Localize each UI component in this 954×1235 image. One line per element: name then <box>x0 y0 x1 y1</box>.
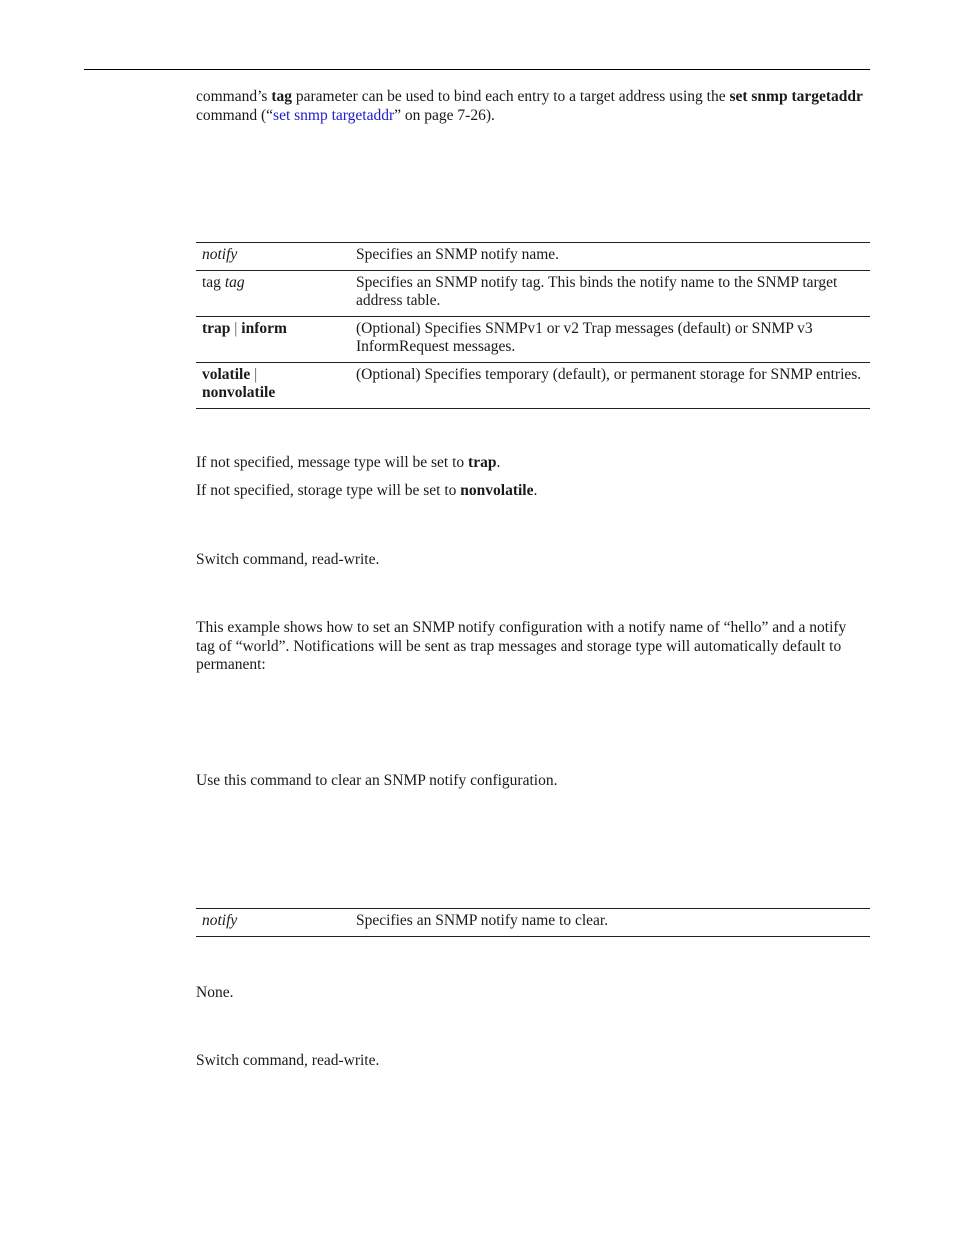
defaults-none: None. <box>196 984 234 1001</box>
description-cell: (Optional) Specifies SNMPv1 or v2 Trap messages (default) or SNMP v3 InformRequest messages. <box>350 316 870 362</box>
mode-text-2: Switch command, read-write. <box>196 1052 380 1069</box>
description-cell: Specifies an SNMP notify name. <box>350 243 870 271</box>
param-cell: tag tag <box>196 270 350 316</box>
table-row <box>196 362 870 408</box>
table-row <box>196 316 870 362</box>
clear-intro-paragraph: Use this command to clear an SNMP notify configuration. <box>196 772 558 789</box>
param-cell: volatile | nonvolatile <box>196 362 350 408</box>
description-cell: Specifies an SNMP notify name to clear. <box>350 909 870 937</box>
table-row <box>196 909 870 937</box>
default-storage-type: If not specified, storage type will be set to nonvolatile. <box>196 482 538 499</box>
param-cell: notify <box>196 243 350 271</box>
mode-text: Switch command, read-write. <box>196 551 380 568</box>
targetaddr-link[interactable]: set snmp targetaddr <box>273 106 395 124</box>
intro-paragraph: command’s tag parameter can be used to bind each entry to a target address using the set snmp targetaddr command (“set snmp targetaddr” on page 7-26). <box>196 88 863 124</box>
param-cell: notify <box>196 909 350 937</box>
table-row <box>196 270 870 316</box>
tag-keyword: tag <box>271 88 293 105</box>
clear-parameters-table <box>196 908 870 937</box>
description-cell: (Optional) Specifies temporary (default), or permanent storage for SNMP entries. <box>350 362 870 408</box>
table-row <box>196 243 870 271</box>
parameters-table <box>196 242 870 409</box>
param-cell: trap | inform <box>196 316 350 362</box>
header-rule <box>84 69 870 70</box>
description-cell: Specifies an SNMP notify tag. This binds the notify name to the SNMP target address table. <box>350 270 870 316</box>
example-paragraph: This example shows how to set an SNMP notify configuration with a notify name of “hello” and a notify tag of “world”. Notifications will be sent as trap messages and storage type will automatically default to permanent: <box>196 619 847 673</box>
default-message-type: If not specified, message type will be set to trap. <box>196 454 501 471</box>
command-name: set snmp targetaddr <box>729 88 863 105</box>
